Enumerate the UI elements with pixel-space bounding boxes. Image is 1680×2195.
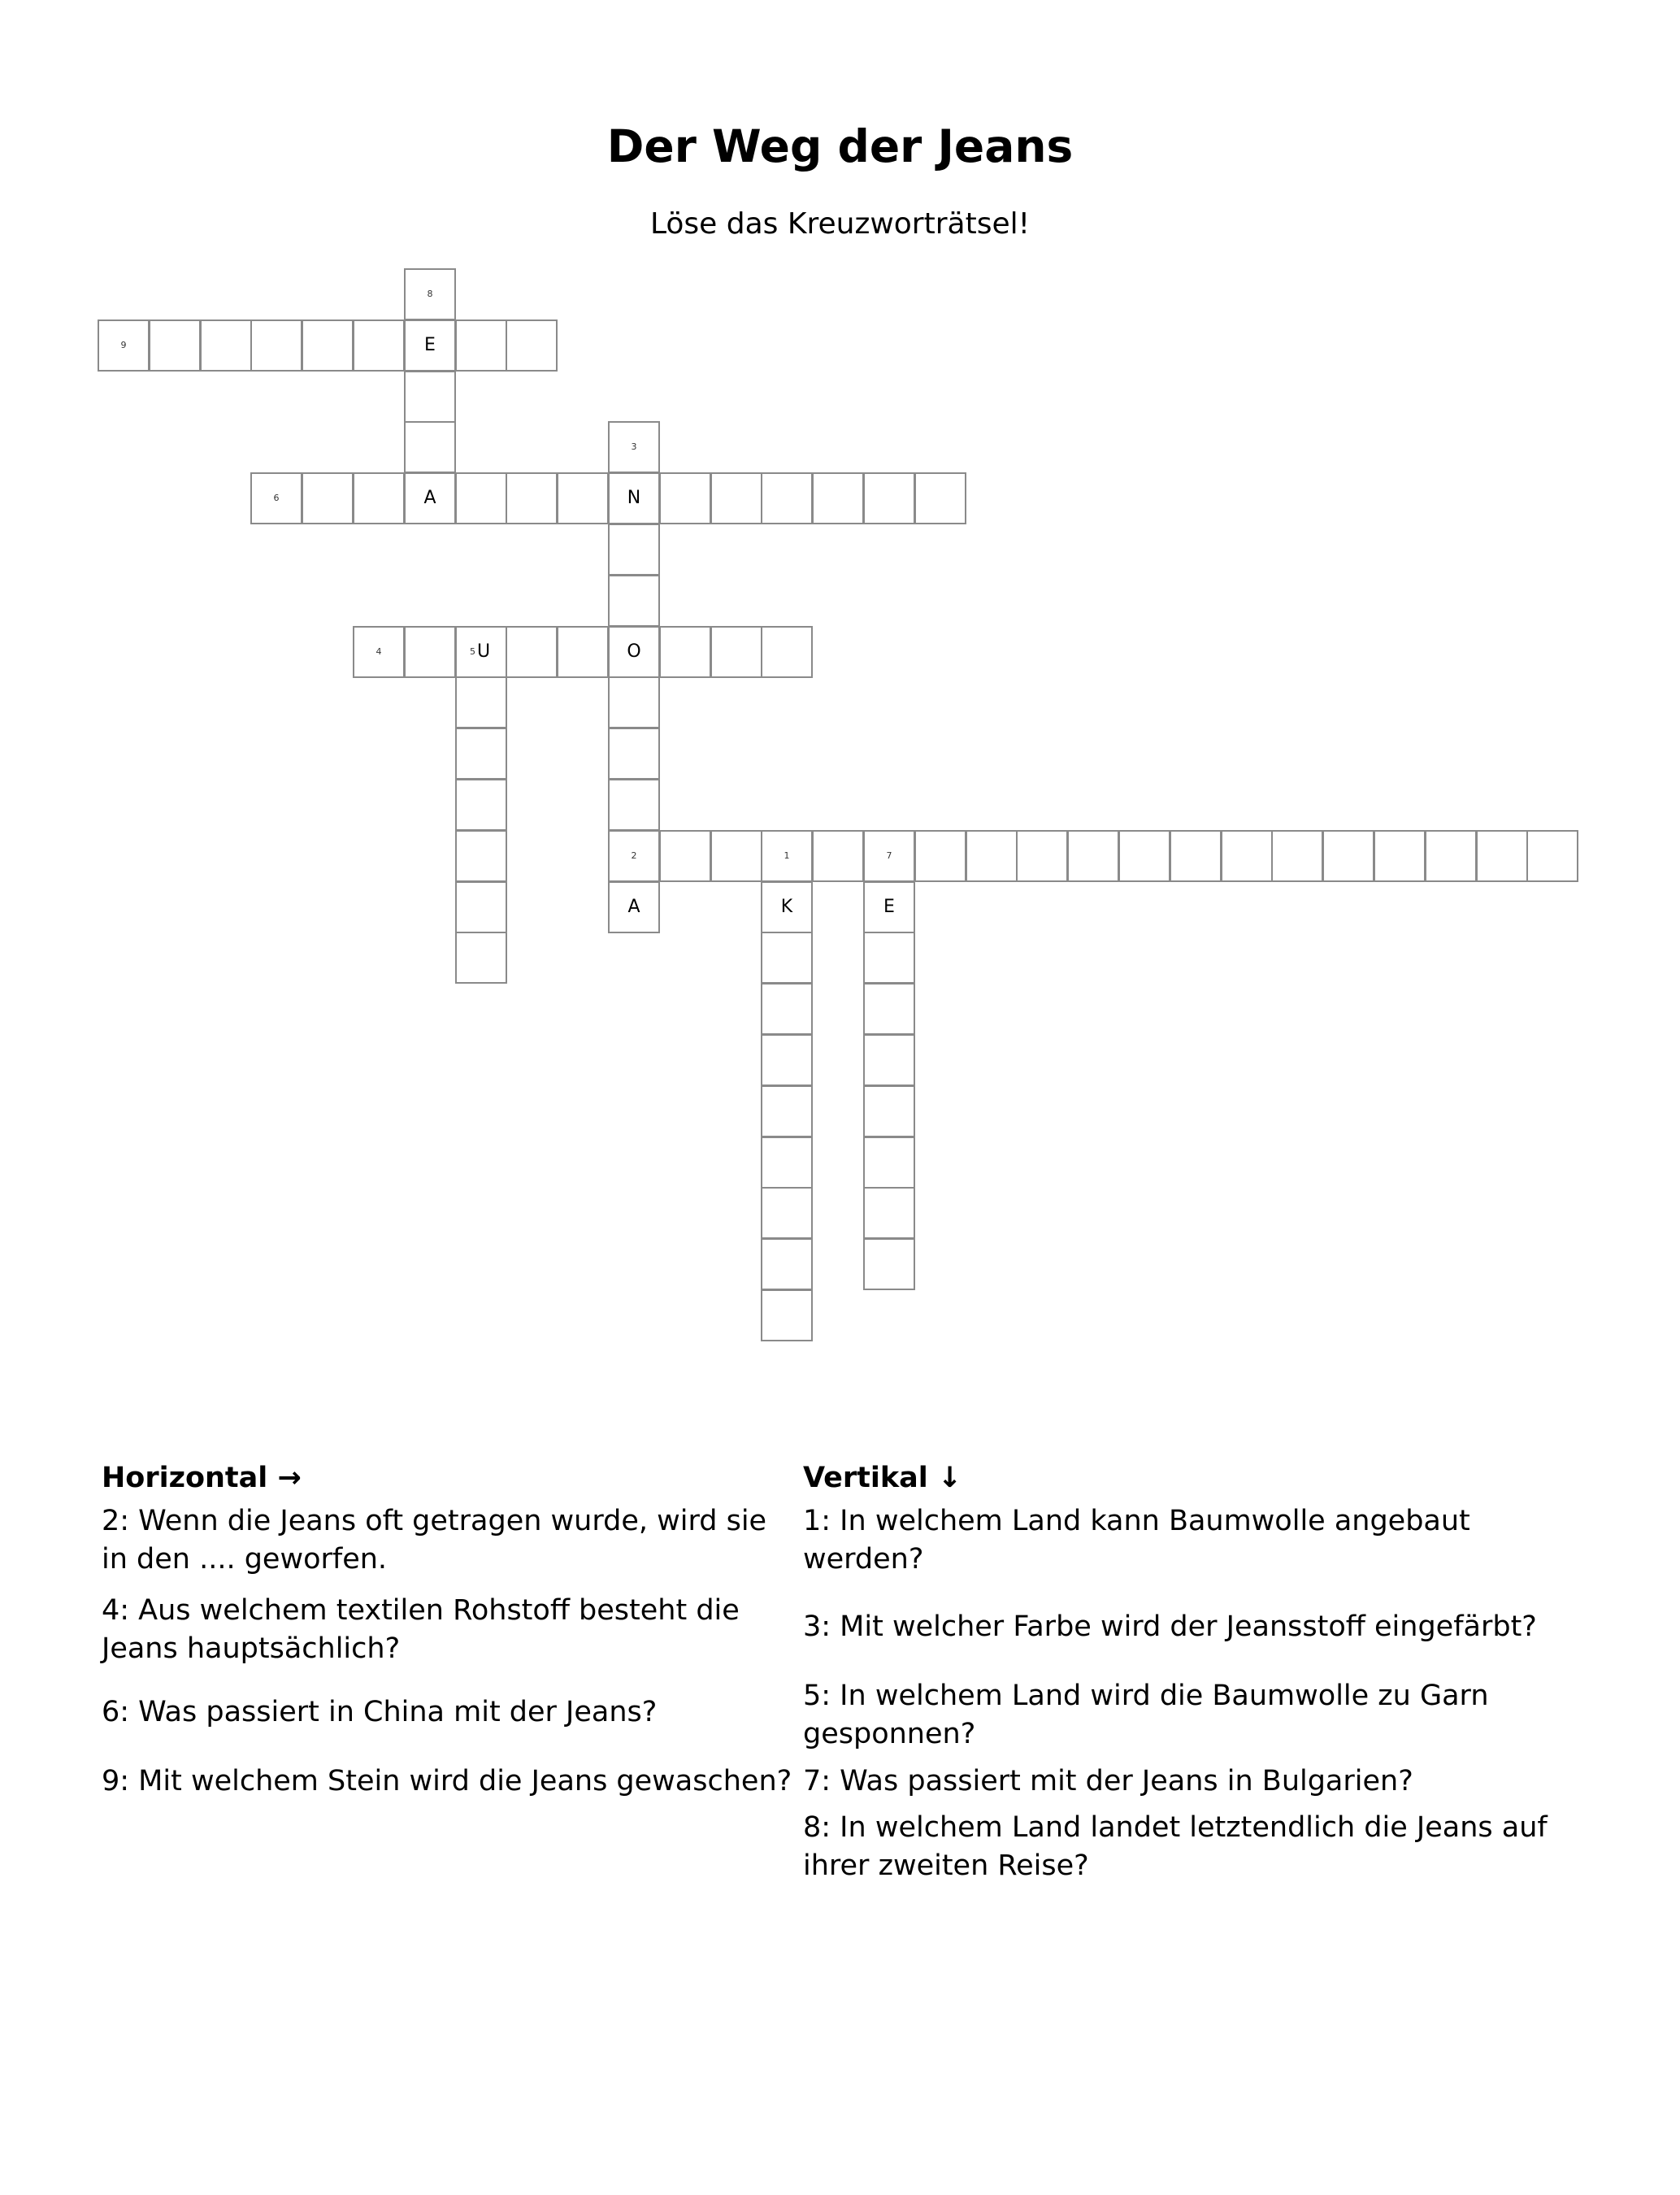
grid-cell-r11-c21[interactable] <box>1170 830 1222 882</box>
grid-cell-r4-c6[interactable] <box>404 472 456 524</box>
grid-cell-r12-c7[interactable] <box>455 881 507 933</box>
grid-cell-r11-c17[interactable] <box>966 830 1018 882</box>
grid-cell-r8-c7[interactable] <box>455 676 507 728</box>
given-letter: K <box>780 897 793 917</box>
given-letter: E <box>883 897 895 917</box>
grid-cell-r14-c15[interactable] <box>863 983 915 1035</box>
grid-cell-r11-c10[interactable] <box>608 830 660 882</box>
clue-across-4: 4: Aus welchem textilen Rohstoff besteht die Jeans hauptsächlich? <box>102 1594 740 1665</box>
clue-across-6: 6: Was passiert in China mit der Jeans? <box>102 1696 658 1728</box>
grid-cell-r4-c10[interactable] <box>608 472 660 524</box>
given-letter: U <box>476 641 491 662</box>
clues-vertical <box>803 1459 1559 1882</box>
clue-across-9: 9: Mit welchem Stein wird die Jeans gewaschen? <box>102 1765 792 1797</box>
clues-horizontal-heading: Horizontal → <box>102 1462 302 1494</box>
grid-cell-r7-c5[interactable] <box>353 626 405 678</box>
clue-down-5: 5: In welchem Land wird die Baumwolle zu Garn gesponnen? <box>803 1680 1489 1750</box>
grid-cell-r7-c13[interactable] <box>761 626 813 678</box>
clue-number: 6 <box>273 493 280 503</box>
grid-cell-r11-c27[interactable] <box>1476 830 1528 882</box>
grid-cell-r6-c10[interactable] <box>608 575 660 627</box>
grid-cell-r13-c15[interactable] <box>863 932 915 984</box>
grid-cell-r11-c7[interactable] <box>455 830 507 882</box>
grid-cell-r1-c6[interactable] <box>404 319 456 372</box>
grid-cell-r12-c13[interactable] <box>761 881 813 933</box>
grid-cell-r0-c6[interactable] <box>404 268 456 320</box>
grid-cell-r4-c7[interactable] <box>455 472 507 524</box>
grid-cell-r11-c19[interactable] <box>1067 830 1119 882</box>
grid-cell-r18-c13[interactable] <box>761 1187 813 1239</box>
clue-number: 4 <box>376 646 382 657</box>
grid-cell-r7-c6[interactable] <box>404 626 456 678</box>
grid-cell-r2-c6[interactable] <box>404 371 456 423</box>
grid-cell-r18-c15[interactable] <box>863 1187 915 1239</box>
grid-cell-r9-c7[interactable] <box>455 728 507 780</box>
grid-cell-r17-c13[interactable] <box>761 1137 813 1189</box>
grid-cell-r1-c1[interactable] <box>149 319 201 372</box>
grid-cell-r11-c23[interactable] <box>1271 830 1323 882</box>
grid-cell-r13-c13[interactable] <box>761 932 813 984</box>
grid-cell-r12-c15[interactable] <box>863 881 915 933</box>
clue-number: 1 <box>784 850 790 861</box>
clue-number: 7 <box>886 850 892 861</box>
grid-cell-r15-c13[interactable] <box>761 1034 813 1086</box>
grid-cell-r5-c10[interactable] <box>608 524 660 576</box>
clue-number: 5 <box>470 646 475 657</box>
clue-down-7: 7: Was passiert mit der Jeans in Bulgarien? <box>803 1765 1413 1797</box>
grid-cell-r4-c12[interactable] <box>710 472 762 524</box>
grid-cell-r19-c13[interactable] <box>761 1238 813 1290</box>
grid-cell-r7-c10[interactable] <box>608 626 660 678</box>
grid-cell-r11-c14[interactable] <box>812 830 864 882</box>
grid-cell-r19-c15[interactable] <box>863 1238 915 1290</box>
clues-horizontal <box>102 1459 792 1797</box>
grid-cell-r4-c3[interactable] <box>250 472 302 524</box>
grid-cell-r4-c8[interactable] <box>506 472 558 524</box>
grid-cell-r11-c24[interactable] <box>1322 830 1374 882</box>
given-letter: N <box>627 488 641 508</box>
grid-cell-r1-c4[interactable] <box>302 319 354 372</box>
given-letter: A <box>423 488 436 508</box>
grid-cell-r9-c10[interactable] <box>608 728 660 780</box>
grid-cell-r4-c9[interactable] <box>557 472 609 524</box>
grid-cell-r7-c12[interactable] <box>710 626 762 678</box>
clue-across-2: 2: Wenn die Jeans oft getragen wurde, wird sie in den .... geworfen. <box>102 1505 767 1576</box>
clue-down-1: 1: In welchem Land kann Baumwolle angebaut werden? <box>803 1505 1470 1576</box>
grid-cell-r11-c25[interactable] <box>1374 830 1426 882</box>
grid-cell-r12-c10[interactable] <box>608 881 660 933</box>
grid-cell-r11-c26[interactable] <box>1425 830 1477 882</box>
grid-cell-r4-c11[interactable] <box>659 472 711 524</box>
grid-cell-r1-c8[interactable] <box>506 319 558 372</box>
grid-cell-r11-c28[interactable] <box>1526 830 1578 882</box>
grid-cell-r7-c11[interactable] <box>659 626 711 678</box>
grid-cell-r7-c8[interactable] <box>506 626 558 678</box>
given-letter: E <box>424 335 436 355</box>
grid-cell-r11-c20[interactable] <box>1118 830 1170 882</box>
grid-cell-r17-c15[interactable] <box>863 1137 915 1189</box>
page-title: Der Weg der Jeans <box>606 120 1074 172</box>
clue-number: 3 <box>631 441 637 452</box>
grid-cell-r7-c9[interactable] <box>557 626 609 678</box>
grid-cell-r1-c2[interactable] <box>200 319 252 372</box>
grid-cell-r20-c13[interactable] <box>761 1289 813 1341</box>
grid-cell-r4-c13[interactable] <box>761 472 813 524</box>
grid-cell-r11-c15[interactable] <box>863 830 915 882</box>
grid-cell-r1-c7[interactable] <box>455 319 507 372</box>
grid-cell-r11-c22[interactable] <box>1221 830 1273 882</box>
grid-cell-r1-c0[interactable] <box>98 319 150 372</box>
grid-cell-r10-c7[interactable] <box>455 779 507 831</box>
grid-cell-r11-c18[interactable] <box>1016 830 1068 882</box>
grid-cell-r11-c11[interactable] <box>659 830 711 882</box>
grid-cell-r10-c10[interactable] <box>608 779 660 831</box>
grid-cell-r16-c13[interactable] <box>761 1085 813 1137</box>
page-subtitle: Löse das Kreuzworträtsel! <box>649 207 1031 241</box>
clue-number: 8 <box>427 289 433 299</box>
given-letter: O <box>627 641 641 662</box>
grid-cell-r11-c16[interactable] <box>914 830 966 882</box>
clue-number: 9 <box>120 340 127 350</box>
grid-cell-r8-c10[interactable] <box>608 676 660 728</box>
grid-cell-r1-c5[interactable] <box>353 319 405 372</box>
grid-cell-r14-c13[interactable] <box>761 983 813 1035</box>
grid-cell-r4-c14[interactable] <box>812 472 864 524</box>
grid-cell-r13-c7[interactable] <box>455 932 507 984</box>
grid-cell-r3-c10[interactable] <box>608 421 660 473</box>
grid-cell-r4-c5[interactable] <box>353 472 405 524</box>
grid-cell-r7-c7[interactable] <box>455 626 507 678</box>
grid-cell-r16-c15[interactable] <box>863 1085 915 1137</box>
grid-cell-r4-c4[interactable] <box>302 472 354 524</box>
clue-down-8: 8: In welchem Land landet letztendlich die Jeans auf ihrer zweiten Reise? <box>803 1811 1548 1882</box>
grid-cell-r4-c16[interactable] <box>914 472 966 524</box>
grid-cell-r11-c12[interactable] <box>710 830 762 882</box>
clue-number: 2 <box>631 850 637 861</box>
clues-vertical-heading: Vertikal ↓ <box>803 1462 962 1494</box>
grid-cell-r1-c3[interactable] <box>250 319 302 372</box>
grid-cell-r4-c15[interactable] <box>863 472 915 524</box>
given-letter: A <box>627 897 640 917</box>
grid-cell-r11-c13[interactable] <box>761 830 813 882</box>
grid-cell-r15-c15[interactable] <box>863 1034 915 1086</box>
grid-cell-r3-c6[interactable] <box>404 421 456 473</box>
clue-down-3: 3: Mit welcher Farbe wird der Jeansstoff eingefärbt? <box>803 1610 1537 1643</box>
